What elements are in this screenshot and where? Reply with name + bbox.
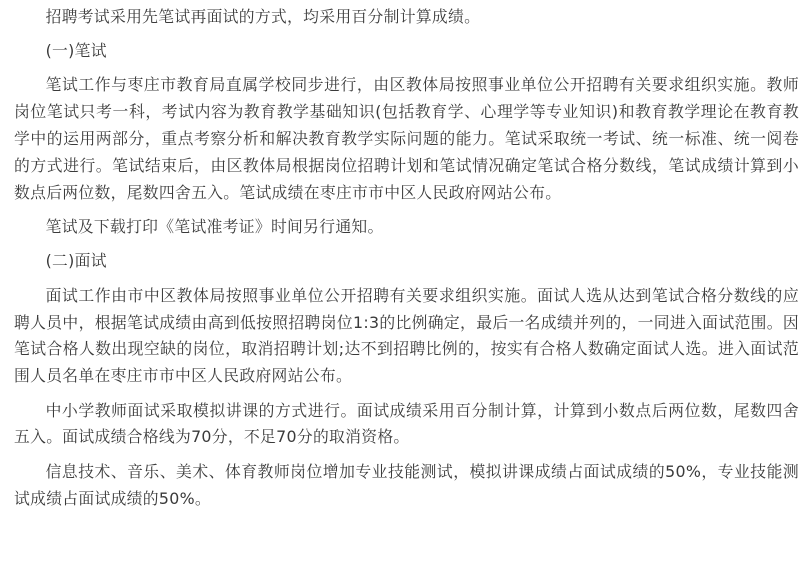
paragraph-admission-ticket: 笔试及下载打印《笔试准考证》时间另行通知。 <box>45 217 384 237</box>
paragraph-skills-test: 信息技术、音乐、美术、体育教师岗位增加专业技能测试，模拟讲课成绩占面试成绩的50%，专业技能测试成绩占面试成绩的50%。 <box>14 461 799 508</box>
paragraph-teacher-interview: 中小学教师面试采取模拟讲课的方式进行。面试成绩采用百分制计算，计算到小数点后两位数，尾数四舍五入。面试成绩合格线为70分，不足70分的取消资格。 <box>14 400 799 447</box>
section-heading-interview: (二)面试 <box>45 251 107 271</box>
paragraph-intro: 招聘考试采用先笔试再面试的方式，均采用百分制计算成绩。 <box>45 7 481 26</box>
paragraph-interview: 面试工作由市中区教体局按照事业单位公开招聘有关要求组织实施。面试人选从达到笔试合格分数线的应聘人员中，根据笔试成绩由高到低按照招聘岗位1:3的比例确定，最后一名成绩并列的，一同进入面试范围。因笔试合格人数出现空缺的岗位，取消招聘计划;达不到招聘比例的，按实有合格人数确定面试人选。进入面试范围人员名单在枣庄市市中区人民政府网站公布。 <box>14 285 799 386</box>
paragraph-written-exam: 笔试工作与枣庄市教育局直属学校同步进行，由区教体局按照事业单位公开招聘有关要求组织实施。教师岗位笔试只考一科，考试内容为教育教学基础知识(包括教育学、心理学等专业知识)和教育教学理论在教育教学中的运用两部分，重点考察分析和解决教育教学实际问题的能力。笔试采取统一考试、统一标准、统一阅卷的方式进行。笔试结束后，由区教体局根据岗位招聘计划和笔试情况确定笔试合格分数线，笔试成绩计算到小数点后两位数，尾数四舍五入。笔试成绩在枣庄市市中区人民政府网站公布。 <box>14 75 799 203</box>
section-heading-written-exam: (一)笔试 <box>45 41 107 61</box>
